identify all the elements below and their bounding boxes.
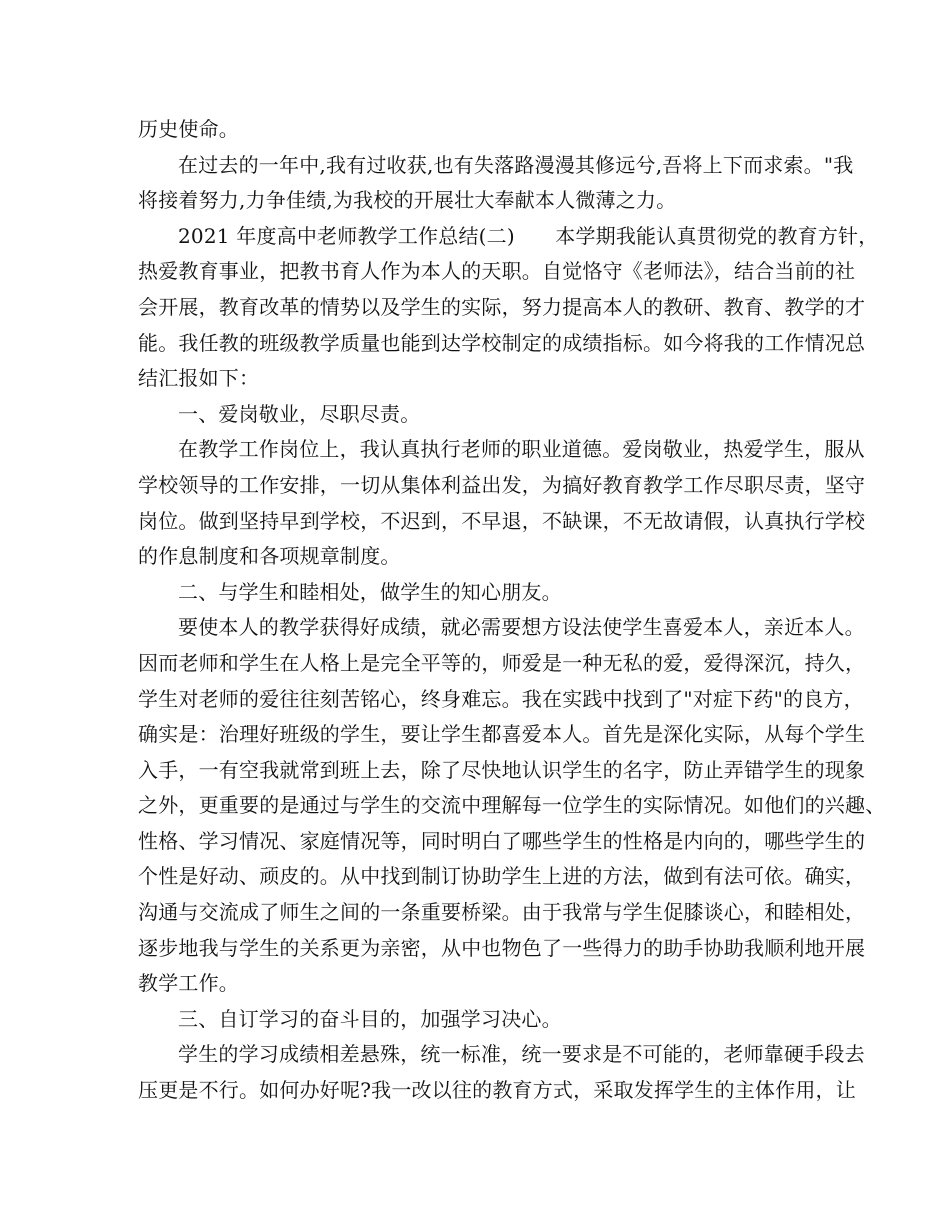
text-line: 三、自订学习的奋斗目的，加强学习决心。 [178,1006,562,1031]
text-line: 沟通与交流成了师生之间的一条重要桥梁。由于我常与学生促膝谈心，和睦相处， [138,900,866,925]
text-line: 能。我任教的班级教学质量也能到达学校制定的成绩指标。如今将我的工作情况总 [138,330,866,355]
text-line: 性格、学习情况、家庭情况等，同时明白了哪些学生的性格是内向的，哪些学生的 [138,828,866,853]
text-line: 个性是好动、顽皮的。从中找到制订协助学生上进的方法，做到有法可依。确实， [138,864,866,889]
text-line: 2021 年度高中老师教学工作总结(二) 本学期我能认真贯彻党的教育方针， [178,223,879,248]
text-line: 在教学工作岗位上，我认真执行老师的职业道德。爱岗敬业，热爱学生，服从 [178,437,865,462]
text-line: 入手，一有空我就常到班上去，除了尽快地认识学生的名字，防止弄错学生的现象 [138,757,866,782]
text-line: 之外，更重要的是通过与学生的交流中理解每一位学生的实际情况。如他们的兴趣、 [138,793,886,818]
text-line: 压更是不行。如何办好呢?我一改以往的教育方式，采取发挥学生的主体作用，让 [138,1078,856,1103]
text-line: 结汇报如下： [138,366,260,391]
text-line: 学生的学习成绩相差悬殊，统一标准，统一要求是不可能的，老师靠硬手段去 [178,1042,865,1067]
text-line: 二、与学生和睦相处，做学生的知心朋友。 [178,579,562,604]
text-line: 学生对老师的爱往往刻苦铭心，终身难忘。我在实践中找到了"对症下药"的良方， [138,686,864,711]
text-line: 的作息制度和各项规章制度。 [138,544,401,569]
text-line: 因而老师和学生在人格上是完全平等的，师爱是一种无私的爱，爱得深沉，持久， [138,650,866,675]
text-line: 学校领导的工作安排，一切从集体利益出发，为搞好教育教学工作尽职尽责，坚守 [138,472,866,497]
text-line: 一、爱岗敬业，尽职尽责。 [178,401,421,426]
text-line: 要使本人的教学获得好成绩，就必需要想方设法使学生喜爱本人，亲近本人。 [178,615,865,640]
text-line: 将接着努力,力争佳绩,为我校的开展壮大奉献本人微薄之力。 [138,188,677,213]
text-line: 在过去的一年中,我有过收获,也有失落路漫漫其修远兮,吾将上下而求索。"我 [178,152,854,177]
document-body [138,112,886,1109]
text-line: 岗位。做到坚持早到学校，不迟到，不早退，不缺课，不无故请假，认真执行学校 [138,508,866,533]
text-line: 会开展，教育改革的情势以及学生的实际，努力提高本人的教研、教育、教学的才 [138,294,866,319]
text-line: 历史使命。 [138,117,239,141]
text-line: 热爱教育事业，把教书育人作为本人的天职。自觉恪守《老师法》，结合当前的社 [138,259,856,284]
text-line: 确实是：治理好班级的学生，要让学生都喜爱本人。首先是深化实际，从每个学生 [138,722,866,747]
text-line: 逐步地我与学生的关系更为亲密，从中也物色了一些得力的助手协助我顺利地开展 [138,935,866,960]
text-line: 教学工作。 [138,971,239,996]
